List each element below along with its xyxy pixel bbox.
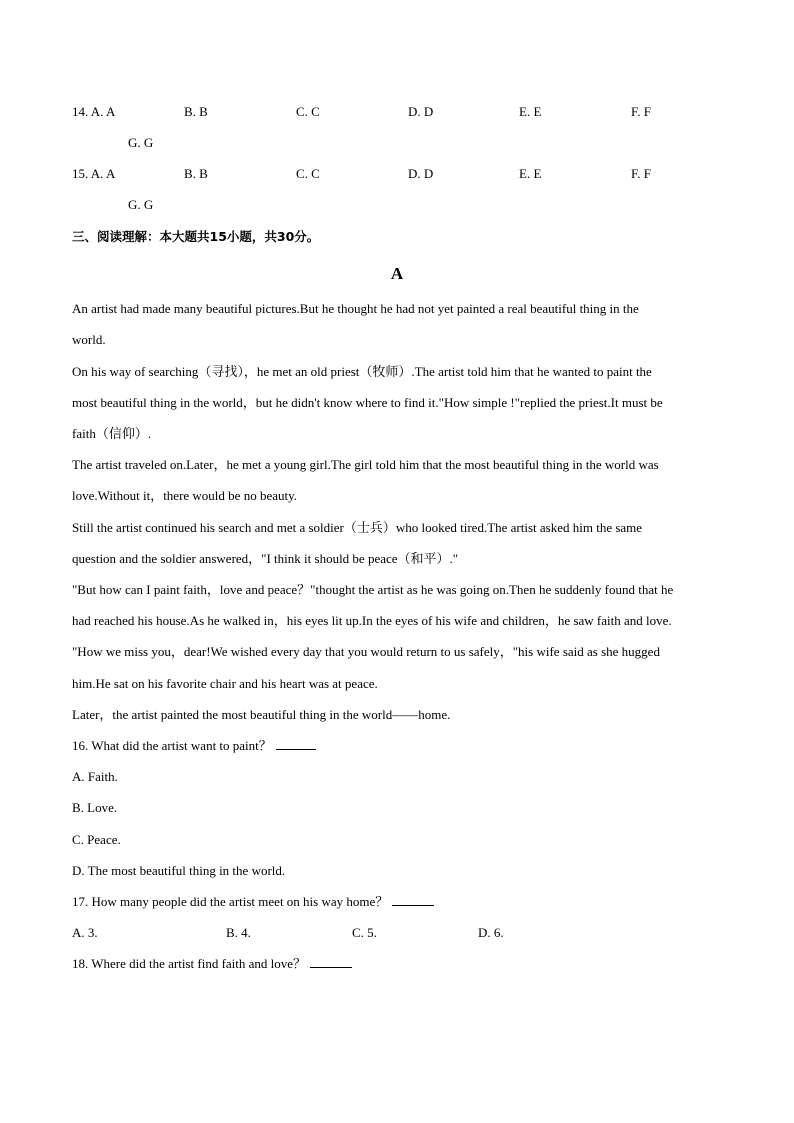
passage-line: most beautiful thing in the world，but he didn't know where to find it."How simple !"replied the priest.It must be xyxy=(72,395,663,410)
question-14-opt-c: C. C xyxy=(296,104,320,119)
question-14-opt-b: B. B xyxy=(184,104,208,119)
passage-line: world. xyxy=(72,332,106,347)
question-15-opt-b: B. B xyxy=(184,166,208,181)
question-16-opt-d: D. The most beautiful thing in the world. xyxy=(72,863,286,878)
answer-blank[interactable] xyxy=(276,748,316,750)
question-15-opt-g: G. G xyxy=(128,197,154,212)
question-18-stem: 18. Where did the artist find faith and love？ xyxy=(72,956,352,972)
question-17-opt-a: A. 3. xyxy=(72,925,98,940)
question-14-opt-d: D. D xyxy=(408,104,434,119)
passage-line: Later，the artist painted the most beautiful thing in the world——home. xyxy=(72,707,451,722)
passage-line: "How we miss you，dear!We wished every day that you would return to us safely，"his wife said as she hugged xyxy=(72,644,660,659)
question-16-stem: 16. What did the artist want to paint？ xyxy=(72,738,316,754)
passage-line: him.He sat on his favorite chair and his heart was at peace. xyxy=(72,676,378,691)
question-15-opt-e: E. E xyxy=(519,166,542,181)
question-17-stem: 17. How many people did the artist meet on his way home？ xyxy=(72,894,434,910)
question-14-label-opt-a: 14. A. A xyxy=(72,104,116,119)
section-heading: 三、阅读理解：本大题共15小题，共30分。 xyxy=(72,229,320,244)
passage-line: An artist had made many beautiful pictures.But he thought he had not yet painted a real beautiful thing in the xyxy=(72,301,639,316)
answer-blank[interactable] xyxy=(392,904,434,906)
question-15-opt-c: C. C xyxy=(296,166,320,181)
passage-line: On his way of searching（寻找），he met an old priest（牧师）.The artist told him that he wanted to paint the xyxy=(72,364,652,379)
passage-line: The artist traveled on.Later，he met a young girl.The girl told him that the most beautiful thing in the world was xyxy=(72,457,659,472)
question-14-opt-g: G. G xyxy=(128,135,154,150)
question-15-opt-d: D. D xyxy=(408,166,434,181)
passage-line: "But how can I paint faith，love and peace？"thought the artist as he was going on.Then he suddenly found that he xyxy=(72,582,674,597)
passage-line: question and the soldier answered，"I think it should be peace（和平）." xyxy=(72,551,459,566)
question-15-opt-f: F. F xyxy=(631,166,651,181)
question-16-opt-a: A. Faith. xyxy=(72,769,118,784)
question-16-opt-b: B. Love. xyxy=(72,800,118,815)
question-14-opt-e: E. E xyxy=(519,104,542,119)
passage-title: A xyxy=(390,264,404,283)
question-17-opt-c: C. 5. xyxy=(352,925,377,940)
question-17-opt-d: D. 6. xyxy=(478,925,504,940)
question-17-opt-b: B. 4. xyxy=(226,925,251,940)
passage-line: Still the artist continued his search and met a soldier（士兵）who looked tired.The artist asked him the same xyxy=(72,520,643,535)
question-14-opt-f: F. F xyxy=(631,104,651,119)
answer-blank[interactable] xyxy=(310,966,352,968)
passage-line: faith（信仰）. xyxy=(72,426,152,441)
question-15-label-opt-a: 15. A. A xyxy=(72,166,116,181)
passage-line: love.Without it，there would be no beauty. xyxy=(72,488,297,503)
question-16-opt-c: C. Peace. xyxy=(72,832,121,847)
passage-line: had reached his house.As he walked in，his eyes lit up.In the eyes of his wife and children，he saw faith and love. xyxy=(72,613,672,628)
